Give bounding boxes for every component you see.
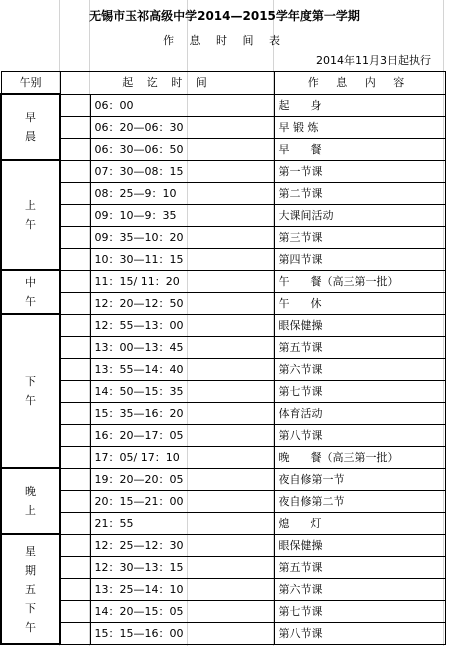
effective-date: 2014年11月3日起执行	[316, 54, 431, 67]
activity-cell[interactable]: 午 餐（高三第一批）	[274, 270, 445, 292]
table-row	[1, 138, 445, 160]
time-cell[interactable]: 14：50—15：35	[90, 380, 274, 402]
table-row	[1, 292, 445, 314]
time-cell[interactable]: 20：15—21：00	[90, 490, 274, 512]
activity-cell[interactable]: 大课间活动	[274, 204, 445, 226]
period-cell[interactable]	[1, 468, 60, 534]
table-row	[1, 600, 445, 622]
table-row	[1, 182, 445, 204]
activity-cell[interactable]: 早 餐	[274, 138, 445, 160]
table-row	[1, 556, 445, 578]
period-label: 星期五下午	[25, 544, 36, 634]
activity-cell[interactable]: 第五节课	[274, 556, 445, 578]
time-cell[interactable]: 21：55	[90, 512, 274, 534]
table-row	[1, 160, 445, 182]
activity-cell[interactable]: 第七节课	[274, 600, 445, 622]
activity-cell[interactable]: 夜自修第二节	[274, 490, 445, 512]
period-label: 下午	[25, 375, 36, 407]
table-row	[1, 116, 445, 138]
time-cell[interactable]: 06：20—06：30	[90, 116, 274, 138]
activity-cell[interactable]: 夜自修第一节	[274, 468, 445, 490]
time-cell[interactable]: 15：35—16：20	[90, 402, 274, 424]
period-label: 早晨	[25, 111, 36, 143]
spacer-cell[interactable]	[60, 358, 90, 380]
table-row	[1, 446, 445, 468]
spacer-cell[interactable]	[60, 468, 90, 490]
time-cell[interactable]: 08：25—9：10	[90, 182, 274, 204]
period-label: 晚上	[25, 485, 36, 517]
spacer-cell[interactable]	[60, 380, 90, 402]
table-row	[1, 534, 445, 556]
table-row	[1, 512, 445, 534]
spacer-cell[interactable]	[60, 270, 90, 292]
spacer-cell[interactable]	[60, 556, 90, 578]
table-row	[1, 94, 445, 116]
table-row	[1, 204, 445, 226]
table-row	[1, 358, 445, 380]
spacer-cell[interactable]	[60, 446, 90, 468]
period-cell[interactable]	[1, 160, 60, 270]
spacer-cell[interactable]	[60, 490, 90, 512]
activity-cell[interactable]: 体育活动	[274, 402, 445, 424]
spacer-cell[interactable]	[60, 314, 90, 336]
time-cell[interactable]: 12：20—12：50	[90, 292, 274, 314]
table-row	[1, 270, 445, 292]
time-cell[interactable]: 06：00	[90, 94, 274, 116]
time-cell[interactable]: 12：30—13：15	[90, 556, 274, 578]
spacer-cell[interactable]	[60, 600, 90, 622]
spacer-cell[interactable]	[60, 424, 90, 446]
table-row	[1, 622, 445, 644]
table-row	[1, 402, 445, 424]
header-time[interactable]: 起 讫 时 间	[60, 72, 274, 95]
time-cell[interactable]: 14：20—15：05	[90, 600, 274, 622]
schedule-body	[1, 72, 445, 645]
activity-cell[interactable]: 第一节课	[274, 160, 445, 182]
activity-cell[interactable]: 早 锻 炼	[274, 116, 445, 138]
time-cell[interactable]: 12：55—13：00	[90, 314, 274, 336]
table-row	[1, 468, 445, 490]
activity-cell[interactable]: 起 身	[274, 94, 445, 116]
spacer-cell[interactable]	[60, 534, 90, 556]
time-cell[interactable]: 06：30—06：50	[90, 138, 274, 160]
time-cell[interactable]: 13：55—14：40	[90, 358, 274, 380]
spacer-cell[interactable]	[60, 94, 90, 116]
table-row	[1, 314, 445, 336]
spacer-cell[interactable]	[60, 248, 90, 270]
activity-cell[interactable]: 第六节课	[274, 578, 445, 600]
time-cell[interactable]: 15：15—16：00	[90, 622, 274, 644]
period-cell[interactable]	[1, 94, 60, 160]
spacer-cell[interactable]	[60, 336, 90, 358]
activity-cell[interactable]: 第三节课	[274, 226, 445, 248]
activity-cell[interactable]: 第四节课	[274, 248, 445, 270]
time-cell[interactable]: 19：20—20：05	[90, 468, 274, 490]
spacer-cell[interactable]	[60, 116, 90, 138]
period-label: 上午	[25, 199, 36, 231]
spacer-cell[interactable]	[60, 578, 90, 600]
spacer-cell[interactable]	[60, 160, 90, 182]
activity-cell[interactable]: 第六节课	[274, 358, 445, 380]
activity-cell[interactable]: 第七节课	[274, 380, 445, 402]
activity-cell[interactable]: 眼保健操	[274, 314, 445, 336]
header-activity[interactable]: 作 息 内 容	[274, 72, 445, 95]
activity-cell[interactable]: 第二节课	[274, 182, 445, 204]
table-row	[1, 380, 445, 402]
time-cell[interactable]: 11：15/ 11：20	[90, 270, 274, 292]
period-label: 中午	[25, 276, 36, 308]
table-row	[1, 248, 445, 270]
activity-cell[interactable]: 第八节课	[274, 622, 445, 644]
header-period[interactable]: 午别	[1, 72, 60, 95]
time-cell[interactable]: 10：30—11：15	[90, 248, 274, 270]
spacer-cell[interactable]	[60, 138, 90, 160]
time-cell[interactable]: 12：25—12：30	[90, 534, 274, 556]
header-row	[1, 72, 445, 95]
time-cell[interactable]: 07：30—08：15	[90, 160, 274, 182]
table-row	[1, 336, 445, 358]
spacer-cell[interactable]	[60, 402, 90, 424]
period-cell[interactable]	[1, 534, 60, 644]
period-cell[interactable]	[1, 314, 60, 468]
time-cell[interactable]: 09：10—9：35	[90, 204, 274, 226]
time-cell[interactable]: 09：35—10：20	[90, 226, 274, 248]
time-cell[interactable]: 17：05/ 17：10	[90, 446, 274, 468]
activity-cell[interactable]: 熄 灯	[274, 512, 445, 534]
table-row	[1, 490, 445, 512]
spacer-cell[interactable]	[60, 512, 90, 534]
activity-cell[interactable]: 晚 餐（高三第一批）	[274, 446, 445, 468]
activity-cell[interactable]: 第八节课	[274, 424, 445, 446]
activity-cell[interactable]: 午 休	[274, 292, 445, 314]
document-title: 无锡市玉祁高级中学2014—2015学年度第一学期	[89, 9, 360, 23]
table-row	[1, 578, 445, 600]
table-row	[1, 226, 445, 248]
schedule-table	[0, 71, 446, 645]
spacer-cell[interactable]	[60, 292, 90, 314]
activity-cell[interactable]: 眼保健操	[274, 534, 445, 556]
time-cell[interactable]: 13：25—14：10	[90, 578, 274, 600]
spacer-cell[interactable]	[60, 182, 90, 204]
spacer-cell[interactable]	[60, 204, 90, 226]
spacer-cell[interactable]	[60, 622, 90, 644]
activity-cell[interactable]: 第五节课	[274, 336, 445, 358]
document-subtitle: 作 息 时 间 表	[163, 34, 286, 47]
time-cell[interactable]: 16：20—17：05	[90, 424, 274, 446]
period-cell[interactable]	[1, 270, 60, 314]
table-row	[1, 424, 445, 446]
time-cell[interactable]: 13：00—13：45	[90, 336, 274, 358]
spacer-cell[interactable]	[60, 226, 90, 248]
